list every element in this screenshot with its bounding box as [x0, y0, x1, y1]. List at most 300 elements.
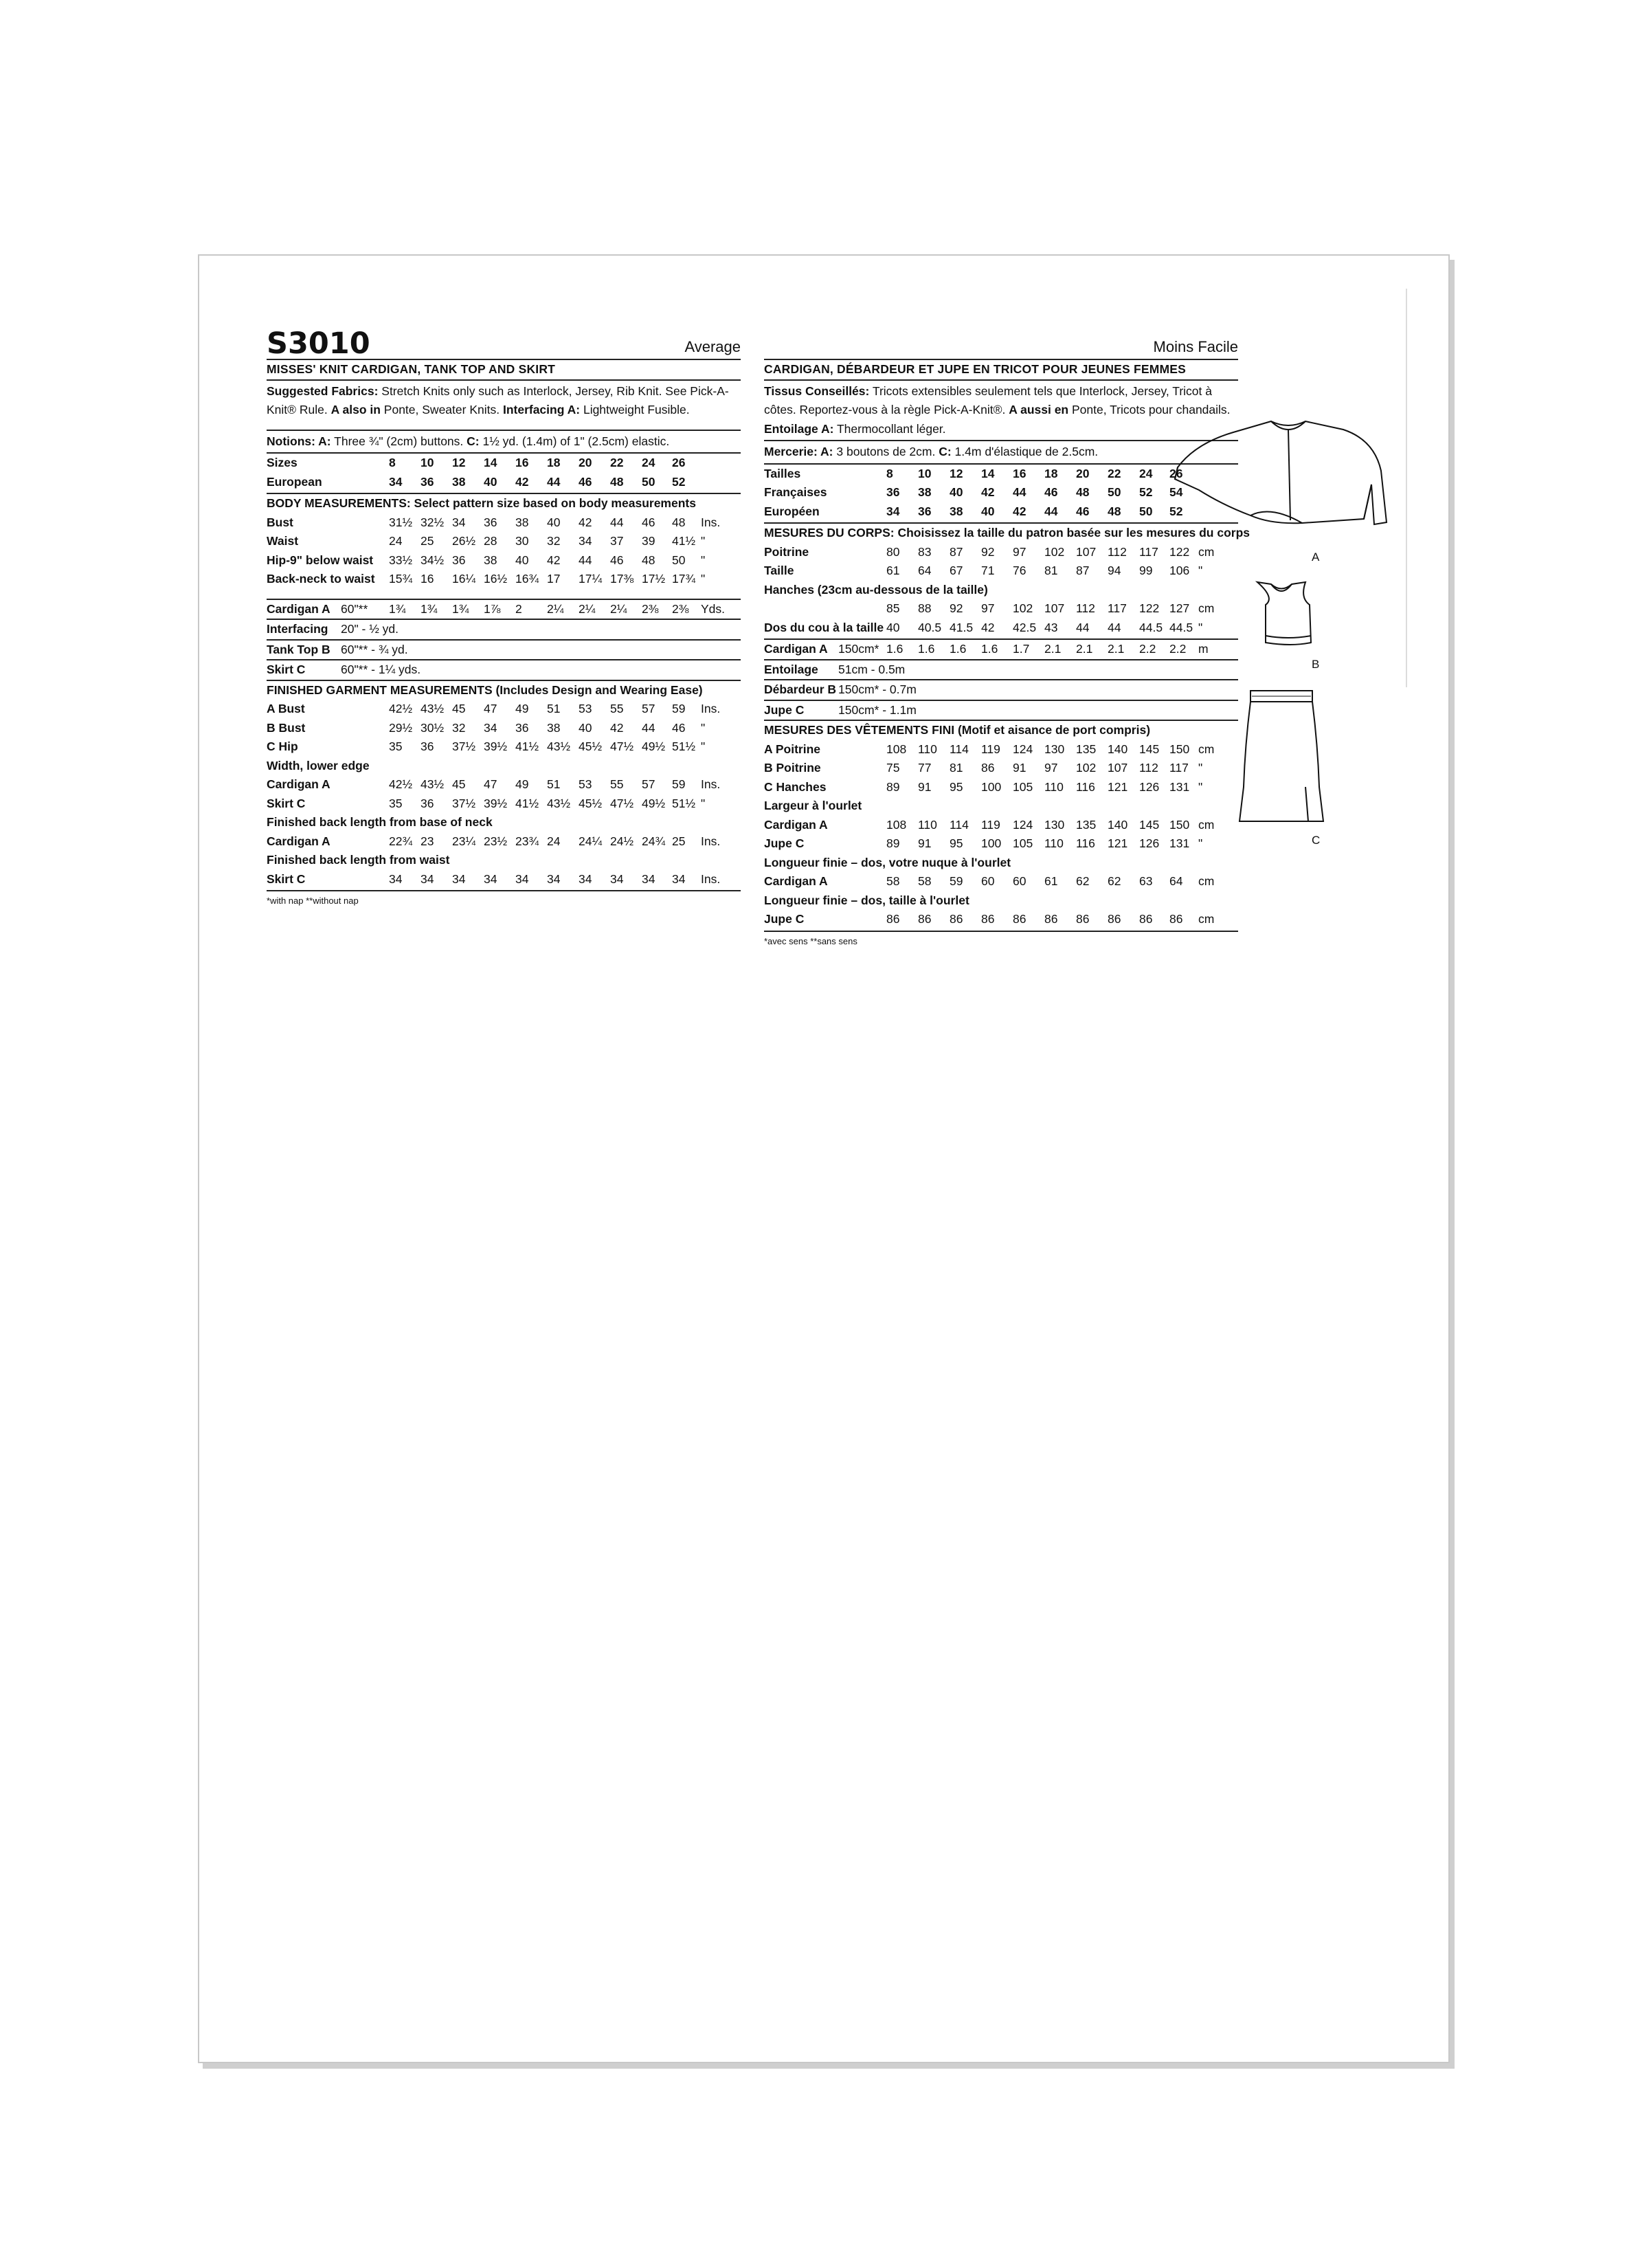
table-cell: 44.5 — [1139, 620, 1163, 634]
table-cell: 42 — [981, 620, 995, 634]
table-cell: 43½ — [547, 796, 571, 810]
table-cell: 34½ — [420, 553, 445, 567]
table-cell: 42 — [981, 485, 995, 499]
table-cell: 130 — [1044, 742, 1065, 756]
table-cell: 20 — [579, 456, 592, 469]
table-cell: 77 — [918, 761, 932, 775]
english-column — [267, 326, 741, 908]
europeen-row — [764, 502, 1238, 522]
table-row — [267, 513, 741, 533]
table-cell: 53 — [579, 777, 592, 791]
table-cell: 135 — [1076, 742, 1097, 756]
table-cell: 23½ — [484, 834, 508, 848]
table-cell: 112 — [1108, 544, 1127, 559]
table-cell: 121 — [1108, 779, 1128, 794]
table-cell: 37½ — [452, 796, 476, 810]
table-cell: 47½ — [610, 796, 634, 810]
row-label: A Poitrine — [764, 742, 820, 756]
table-cell: 2.2 — [1139, 642, 1156, 656]
table-cell: 1¾ — [389, 601, 406, 616]
table-cell: 116 — [1076, 779, 1095, 794]
unit-label: " — [1198, 564, 1203, 577]
unit-label: Ins. — [701, 702, 721, 715]
table-row — [764, 872, 1238, 891]
hip-row — [764, 599, 1238, 619]
table-cell: 24 — [547, 834, 561, 848]
table-cell: 60 — [981, 874, 995, 888]
row-label: Cardigan A — [267, 601, 330, 616]
row-label: C Hip — [267, 740, 298, 753]
table-cell: 14 — [484, 456, 497, 469]
table-cell: 44 — [547, 474, 561, 489]
suggested-fabrics-fr: Tissus Conseillés: Tricots extensibles seulement tels que Interlock, Jersey, Tricot à côtes. Reportez-vous à la règle Pick-A-Knit®. A aussi en Ponte, Tricots pour chandails. Entoilage A: Thermocollant léger. — [764, 383, 1231, 436]
english-header — [267, 326, 741, 360]
table-cell: 36 — [420, 474, 434, 489]
table-cell: 1¾ — [452, 601, 469, 616]
row-label: B Bust — [267, 720, 306, 735]
table-cell: 86 — [886, 912, 900, 926]
table-cell: 38 — [950, 504, 963, 518]
table-cell: 22 — [610, 456, 624, 469]
table-cell: 16 — [1013, 466, 1027, 480]
table-row — [764, 910, 1238, 929]
hip-row-fr — [764, 599, 1238, 637]
body-measurements-heading: BODY MEASUREMENTS: Select pattern size based on body measurements — [267, 496, 696, 510]
table-cell: 24 — [1139, 466, 1153, 480]
table-cell: 16 — [420, 572, 434, 586]
unit-label: Ins. — [701, 834, 721, 848]
tank-top-b-drawing — [1257, 582, 1311, 645]
back-length-neck-table-fr — [764, 872, 1238, 891]
table-cell: 34 — [579, 534, 592, 548]
table-cell: 45 — [452, 702, 466, 715]
table-row — [764, 740, 1238, 759]
width-lower-edge-heading: Width, lower edge — [267, 758, 370, 772]
table-cell: 37½ — [452, 740, 476, 753]
row-label: Hip-9" below waist — [267, 553, 374, 567]
table-cell: 2.1 — [1044, 642, 1062, 656]
finished-measurements-table — [267, 700, 741, 757]
table-cell: 50 — [1108, 485, 1121, 499]
notions-fr: Mercerie: A: 3 boutons de 2cm. C: 1.4m d'élastique de 2.5cm. — [764, 445, 1099, 458]
table-cell: 112 — [1139, 761, 1158, 775]
table-cell: 44 — [642, 720, 655, 735]
table-cell: 86 — [1044, 912, 1058, 926]
row-label: Sizes — [267, 456, 298, 469]
pattern-title: MISSES' KNIT CARDIGAN, TANK TOP AND SKIRT — [267, 360, 741, 381]
table-cell: 81 — [950, 761, 963, 775]
table-cell: 36 — [918, 504, 932, 518]
table-cell: 1.6 — [886, 642, 904, 656]
table-cell: 58 — [886, 874, 900, 888]
table-cell: 52 — [1169, 504, 1183, 518]
table-cell: 102 — [1076, 761, 1097, 775]
table-cell: 1.6 — [950, 642, 967, 656]
row-label: Jupe C — [764, 912, 805, 926]
table-cell: 71 — [981, 564, 995, 577]
table-cell: 24 — [642, 456, 655, 469]
table-cell: 35 — [389, 740, 403, 753]
table-cell: 42 — [1013, 504, 1027, 518]
table-cell: 2.1 — [1076, 642, 1093, 656]
table-cell: 46 — [1076, 504, 1090, 518]
table-cell: 80 — [886, 544, 900, 559]
table-cell: 40 — [484, 474, 497, 489]
table-cell: 17⅜ — [610, 572, 634, 586]
table-cell: 47½ — [610, 740, 634, 753]
table-cell: 22 — [1108, 466, 1121, 480]
table-cell: 54 — [1169, 485, 1183, 499]
table-cell: 34 — [420, 871, 434, 886]
row-label: Cardigan A — [267, 777, 330, 791]
body-measurements-table — [267, 513, 741, 589]
row-label: Skirt C — [267, 871, 306, 886]
table-cell: 67 — [950, 564, 963, 577]
row-label: Cardigan A — [267, 834, 330, 848]
table-cell: 75 — [886, 761, 900, 775]
table-cell: 41.5 — [950, 620, 974, 634]
row-label: Poitrine — [764, 544, 809, 559]
unit-label: Ins. — [701, 515, 721, 529]
table-cell: 127 — [1169, 601, 1190, 615]
unit-label: cm — [1198, 601, 1215, 615]
tailles-row — [764, 465, 1238, 484]
table-cell: 97 — [1013, 544, 1027, 559]
row-label: Waist — [267, 534, 299, 548]
table-cell: 1⅞ — [484, 601, 501, 616]
table-cell: 40.5 — [918, 620, 942, 634]
table-row — [764, 640, 1238, 659]
table-cell: 102 — [1044, 544, 1065, 559]
table-cell: 122 — [1139, 601, 1160, 615]
table-cell: 38 — [547, 720, 561, 735]
back-neck-waist-row — [764, 619, 1238, 638]
table-cell: 34 — [579, 871, 592, 886]
body-measurements-table-fr — [764, 543, 1238, 581]
table-cell: 2¼ — [547, 601, 564, 616]
table-cell: 46 — [579, 474, 592, 489]
table-cell: 135 — [1076, 817, 1097, 832]
table-cell: 44 — [1108, 620, 1121, 634]
table-cell: 57 — [642, 777, 655, 791]
table-cell: 150 — [1169, 742, 1190, 756]
unit-label: " — [701, 553, 706, 567]
table-cell: 30½ — [420, 720, 445, 735]
table-cell: 42½ — [389, 777, 413, 791]
table-cell: 37 — [610, 534, 624, 548]
view-a-label: A — [1312, 551, 1320, 564]
table-cell: 91 — [918, 779, 932, 794]
unit-label: " — [1198, 836, 1203, 850]
table-cell: 145 — [1139, 817, 1160, 832]
table-cell: 81 — [1044, 564, 1058, 577]
table-cell: 34 — [484, 871, 497, 886]
row-label: Skirt C — [267, 663, 306, 676]
table-cell: 102 — [1013, 601, 1033, 615]
table-cell: 34 — [642, 871, 655, 886]
table-cell: 39 — [642, 534, 655, 548]
table-cell: 40 — [515, 553, 529, 567]
table-cell: 48 — [1108, 504, 1121, 518]
unit-label: " — [701, 796, 706, 810]
table-row — [764, 543, 1238, 562]
table-cell: 114 — [950, 742, 969, 756]
table-cell: 2.2 — [1169, 642, 1187, 656]
table-row — [267, 619, 741, 639]
unit-label: m — [1198, 642, 1209, 656]
table-cell: 38 — [484, 553, 497, 567]
table-cell: 106 — [1169, 564, 1190, 577]
back-length-neck-table — [267, 832, 741, 852]
table-cell: 83 — [918, 544, 932, 559]
row-label: Entoilage — [764, 662, 818, 676]
table-cell: 50 — [642, 474, 655, 489]
view-c-label: C — [1312, 834, 1321, 847]
table-cell: 41½ — [515, 740, 539, 753]
table-cell: 86 — [1169, 912, 1183, 926]
table-cell: 46 — [642, 515, 655, 529]
row-label: A Bust — [267, 702, 305, 715]
table-cell: 48 — [672, 515, 686, 529]
table-cell: 16¾ — [515, 572, 539, 586]
table-cell: 114 — [950, 817, 969, 832]
table-cell: 95 — [950, 836, 963, 850]
view-illustrations — [1168, 402, 1415, 849]
table-cell: 51½ — [672, 796, 696, 810]
back-length-neck-heading-fr: Longueur finie – dos, votre nuque à l'ourlet — [764, 855, 1011, 869]
table-cell: 86 — [950, 912, 963, 926]
cardigan-a-drawing — [1175, 421, 1387, 524]
skill-level: Average — [684, 338, 741, 355]
table-cell: 86 — [1108, 912, 1121, 926]
row-label: European — [267, 474, 322, 489]
row-label: Cardigan A — [764, 817, 828, 832]
table-cell: 34 — [389, 474, 403, 489]
table-cell: 130 — [1044, 817, 1065, 832]
table-cell: 99 — [1139, 564, 1153, 577]
table-cell: 110 — [1044, 779, 1064, 794]
table-cell: 32½ — [420, 515, 445, 529]
table-cell: 124 — [1013, 817, 1033, 832]
table-cell: 34 — [484, 720, 497, 735]
table-cell: 2¼ — [610, 601, 627, 616]
table-cell: 121 — [1108, 836, 1128, 850]
table-cell: 38 — [452, 474, 466, 489]
table-cell: 42 — [547, 553, 561, 567]
table-cell: 61 — [886, 564, 900, 577]
table-cell: 140 — [1108, 817, 1128, 832]
table-cell: 36 — [420, 740, 434, 753]
table-cell: 62 — [1076, 874, 1090, 888]
table-cell: 16 — [515, 456, 529, 469]
table-row — [267, 532, 741, 551]
table-cell: 62 — [1108, 874, 1121, 888]
table-cell: 48 — [1076, 485, 1090, 499]
table-cell: 24 — [389, 534, 403, 548]
table-cell: 34 — [452, 515, 466, 529]
table-row — [764, 778, 1238, 797]
table-cell: 49 — [515, 702, 529, 715]
table-cell: 44 — [579, 553, 592, 567]
table-cell: 24¾ — [642, 834, 666, 848]
table-cell: 53 — [579, 702, 592, 715]
table-cell: 43½ — [420, 702, 445, 715]
table-cell: 24¼ — [579, 834, 603, 848]
french-column — [764, 326, 1250, 948]
table-cell: 119 — [981, 817, 1000, 832]
table-cell: 89 — [886, 779, 900, 794]
table-row — [267, 794, 741, 814]
table-cell: 10 — [918, 466, 932, 480]
table-cell: 64 — [1169, 874, 1183, 888]
table-cell: 92 — [950, 601, 963, 615]
width-table — [267, 775, 741, 813]
back-length-waist-table — [267, 870, 741, 889]
finished-measurements-heading: FINISHED GARMENT MEASUREMENTS (Includes Design and Wearing Ease) — [267, 682, 703, 697]
table-cell: 45½ — [579, 740, 603, 753]
table-cell: 117 — [1139, 544, 1158, 559]
table-cell: 110 — [918, 742, 937, 756]
table-cell: 14 — [981, 466, 995, 480]
table-cell: 1.7 — [1013, 642, 1030, 656]
table-cell: 89 — [886, 836, 900, 850]
table-cell: 39½ — [484, 740, 508, 753]
table-row — [267, 737, 741, 757]
table-cell: 8 — [886, 466, 893, 480]
table-cell: 26 — [1169, 466, 1183, 480]
table-cell: 117 — [1108, 601, 1127, 615]
fabric-width: 60"** — [341, 601, 368, 616]
table-cell: 124 — [1013, 742, 1033, 756]
unit-label: cm — [1198, 874, 1215, 888]
table-cell: 119 — [981, 742, 1000, 756]
table-cell: 2⅜ — [642, 601, 659, 616]
table-cell: 86 — [981, 761, 995, 775]
table-cell: 110 — [918, 817, 937, 832]
size-table-fr — [764, 465, 1238, 522]
table-cell: 34 — [452, 871, 466, 886]
table-cell: 36 — [420, 796, 434, 810]
table-cell: 86 — [1076, 912, 1090, 926]
table-cell: 39½ — [484, 796, 508, 810]
row-label: C Hanches — [764, 779, 827, 794]
unit-label: " — [701, 720, 706, 735]
row-label: Débardeur B — [764, 682, 837, 696]
table-cell: 46 — [1044, 485, 1058, 499]
table-cell: 23¼ — [452, 834, 476, 848]
pattern-title-fr: CARDIGAN, DÉBARDEUR ET JUPE EN TRICOT POUR JEUNES FEMMES — [764, 360, 1238, 381]
table-cell: 59 — [672, 702, 686, 715]
table-cell: 105 — [1013, 836, 1033, 850]
table-cell: 25 — [672, 834, 686, 848]
row-label: Bust — [267, 515, 293, 529]
row-label: Européen — [764, 504, 820, 518]
unit-label: Yds. — [701, 601, 726, 616]
table-cell: 60 — [1013, 874, 1027, 888]
table-cell: 61 — [1044, 874, 1058, 888]
table-cell: 23 — [420, 834, 434, 848]
fabric-width: 150cm* — [838, 642, 879, 656]
width-table-fr — [764, 816, 1238, 854]
row-label: Tank Top B — [267, 642, 330, 656]
table-cell: 1.6 — [918, 642, 935, 656]
yardage-table-fr — [764, 640, 1238, 721]
table-cell: 76 — [1013, 564, 1027, 577]
table-cell: 23¾ — [515, 834, 539, 848]
sizes-row — [267, 454, 741, 473]
table-cell: 24½ — [610, 834, 634, 848]
table-cell: 18 — [1044, 466, 1058, 480]
table-cell: 32 — [547, 534, 561, 548]
table-cell: 40 — [886, 620, 900, 634]
table-cell: 49½ — [642, 740, 666, 753]
table-cell: 86 — [981, 912, 995, 926]
table-cell: 52 — [672, 474, 686, 489]
table-cell: 97 — [981, 601, 995, 615]
fabric-width: 51cm - 0.5m — [838, 662, 906, 676]
table-cell: 107 — [1076, 544, 1097, 559]
row-label: Jupe C — [764, 836, 805, 850]
table-cell: 26 — [672, 456, 686, 469]
table-cell: 12 — [452, 456, 466, 469]
table-cell: 52 — [1139, 485, 1153, 499]
row-label: B Poitrine — [764, 761, 821, 775]
table-cell: 10 — [420, 456, 434, 469]
row-label: Interfacing — [267, 622, 328, 636]
table-cell: 91 — [918, 836, 932, 850]
table-cell: 92 — [981, 544, 995, 559]
table-cell: 50 — [1139, 504, 1153, 518]
table-cell: 59 — [950, 874, 963, 888]
fabric-width: 150cm* - 0.7m — [838, 682, 917, 696]
table-cell: 41½ — [672, 534, 696, 548]
table-cell: 112 — [1076, 601, 1095, 615]
table-cell: 34 — [886, 504, 900, 518]
fabric-width: 20" - ½ yd. — [341, 622, 399, 636]
pattern-number: S3010 — [267, 326, 370, 361]
table-cell: 12 — [950, 466, 963, 480]
table-cell: 50 — [672, 553, 686, 567]
table-cell: 95 — [950, 779, 963, 794]
table-cell: 35 — [389, 796, 403, 810]
table-cell: 47 — [484, 777, 497, 791]
table-cell: 97 — [1044, 761, 1058, 775]
table-cell: 131 — [1169, 836, 1190, 850]
view-b-label: B — [1312, 658, 1320, 671]
table-row — [764, 834, 1238, 854]
table-cell: 48 — [642, 553, 655, 567]
table-row — [764, 816, 1238, 835]
table-cell: 42½ — [389, 702, 413, 715]
table-cell: 20 — [1076, 466, 1090, 480]
table-row — [267, 775, 741, 794]
table-cell: 2⅜ — [672, 601, 689, 616]
table-cell: 100 — [981, 836, 1002, 850]
table-cell: 1.6 — [981, 642, 998, 656]
francaises-row — [764, 483, 1238, 502]
table-cell: 57 — [642, 702, 655, 715]
table-cell: 107 — [1044, 601, 1065, 615]
row-label: Françaises — [764, 485, 827, 499]
table-cell: 86 — [1139, 912, 1153, 926]
table-cell: 40 — [547, 515, 561, 529]
footnote: *with nap **without nap — [267, 896, 359, 906]
table-cell: 30 — [515, 534, 529, 548]
table-cell: 29½ — [389, 720, 413, 735]
table-cell: 42 — [515, 474, 529, 489]
hip-heading-fr: Hanches (23cm au-dessous de la taille) — [764, 582, 988, 597]
table-row — [764, 700, 1238, 720]
